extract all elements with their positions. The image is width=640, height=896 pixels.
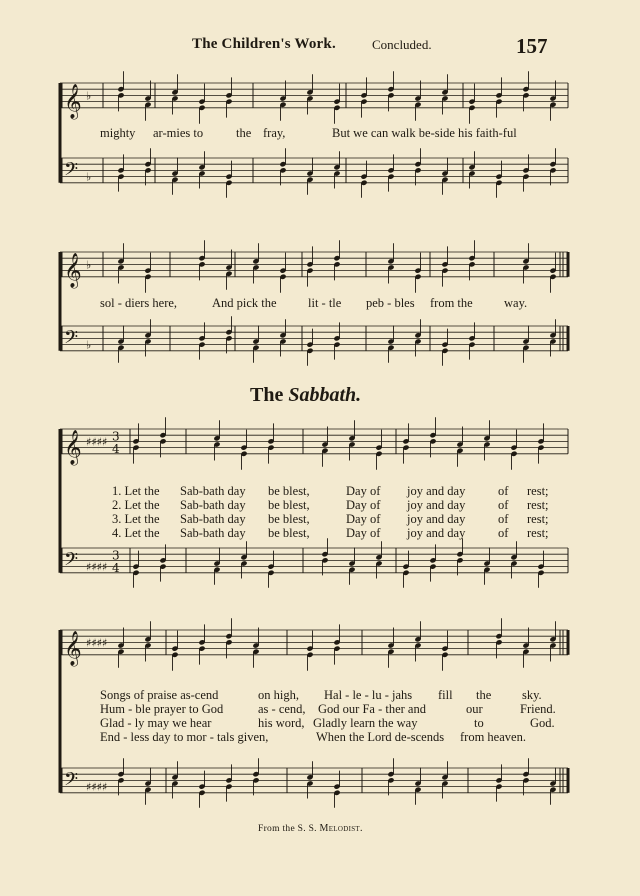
page-number: 157 [516,34,548,58]
key-signature: ♯♯♯♯ [86,780,108,794]
lyric-s2-d: peb - bles [366,296,415,310]
verse-4-line1-word: Sab-bath day [180,526,246,540]
verse-3-line1-word: Sab-bath day [180,512,246,526]
verse-1-line2-word: sky. [522,688,542,702]
verse-4-line1-word: joy and day [407,526,466,540]
lyric-s2-a: sol - diers here, [100,296,178,310]
verse-2-line1-word: joy and day [407,498,466,512]
verse-2-line2-word: God our Fa - ther and [318,702,426,716]
verse-4-line1-word: rest; [527,526,549,540]
treble-clef: 𝄞 [64,252,82,288]
lyric-s1-b: ar-mies to [153,126,204,140]
key-signature: ♭ [86,89,92,103]
bass-clef: 𝄢 [64,769,79,795]
verse-4-line1-word: Day of [346,526,381,540]
verse-3-line2-word: God. [530,716,555,730]
lyric-s1-a: mighty [100,126,136,140]
verse-3-line2-word: his word, [258,716,305,730]
verse-3-line2-word: Glad - ly may we hear [100,716,212,730]
verse-2-line1-word: Day of [346,498,381,512]
verse-4-line1-word: be blest, [268,526,310,540]
verse-1-line2-word: on high, [258,688,299,702]
verse-3-line2-word: to [474,716,484,730]
page-header-subtitle: Concluded. [372,37,432,52]
key-signature: ♭ [86,170,92,184]
treble-clef: 𝄞 [64,83,82,119]
verse-4-line1-word: of [498,526,509,540]
page-header-title: The Children's Work. [192,36,336,52]
verse-3-line2-word: Gladly learn the way [313,716,418,730]
time-sig-num: 3 [112,429,120,444]
time-sig-den: 4 [112,441,120,456]
key-signature: ♭ [86,258,92,272]
verse-3-line1-word: be blest, [268,512,310,526]
time-sig-num: 3 [112,548,120,563]
verse-1-line2-word: Songs of praise as-cend [100,688,219,702]
source-credit-name: Melodist. [319,823,363,834]
verse-4-line2-word: End - less day to mor - tals given, [100,730,269,744]
verse-4-line2-word: from heaven. [460,730,526,744]
verse-3-line1-word: Day of [346,512,381,526]
verse-4-line1-word: 4. Let the [112,526,160,540]
verse-1-line1-word: rest; [527,484,549,498]
verse-1-line1-word: Sab-bath day [180,484,246,498]
lyric-s1-c: the [236,126,252,140]
lyric-s2-f: way. [504,296,528,310]
source-credit-prefix: From the S. S. [258,824,317,834]
verse-1-line1-word: joy and day [407,484,466,498]
key-signature: ♯♯♯♯ [86,560,108,574]
verse-3-line1-word: of [498,512,509,526]
verse-1-line1-word: 1. Let the [112,484,160,498]
key-signature: ♯♯♯♯ [86,636,108,650]
verse-2-line2-word: Friend. [520,702,556,716]
verse-4-line2-word: When the Lord de-scends [316,730,445,744]
lyric-s2-b: And pick the [212,296,277,310]
song-title-italic: Sabbath. [288,384,362,406]
verse-2-line1-word: Sab-bath day [180,498,246,512]
lyric-s2-c: lit - tle [308,296,342,310]
treble-clef: 𝄞 [64,630,82,666]
verse-2-line2-word: our [466,702,483,716]
verse-3-line1-word: joy and day [407,512,466,526]
lyric-s1-e: But we can walk be-side his faith-ful [332,126,517,140]
song-title-plain: The [250,384,284,406]
time-sig-den: 4 [112,560,120,575]
verse-2-line1-word: rest; [527,498,549,512]
verse-1-line1-word: Day of [346,484,381,498]
verse-1-line2-word: Hal - le - lu - jahs [324,688,413,702]
bass-clef: 𝄢 [64,327,79,353]
lyric-s1-d: fray, [263,126,286,140]
verse-2-line2-word: as - cend, [258,702,306,716]
verse-2-line1-word: of [498,498,509,512]
verse-3-line1-word: rest; [527,512,549,526]
verse-1-line2-word: the [476,688,492,702]
verse-3-line1-word: 3. Let the [112,512,160,526]
verse-1-line2-word: fill [438,688,453,702]
treble-clef: 𝄞 [64,429,82,465]
lyric-s2-e: from the [430,296,473,310]
key-signature: ♭ [86,338,92,352]
key-signature: ♯♯♯♯ [86,435,108,449]
verse-2-line1-word: be blest, [268,498,310,512]
song-title [250,384,361,407]
verse-1-line1-word: be blest, [268,484,310,498]
verse-2-line2-word: Hum - ble prayer to God [100,702,224,716]
bass-clef: 𝄢 [64,549,79,575]
verse-1-line1-word: of [498,484,509,498]
verse-2-line1-word: 2. Let the [112,498,160,512]
bass-clef: 𝄢 [64,159,79,185]
source-credit [258,823,363,834]
